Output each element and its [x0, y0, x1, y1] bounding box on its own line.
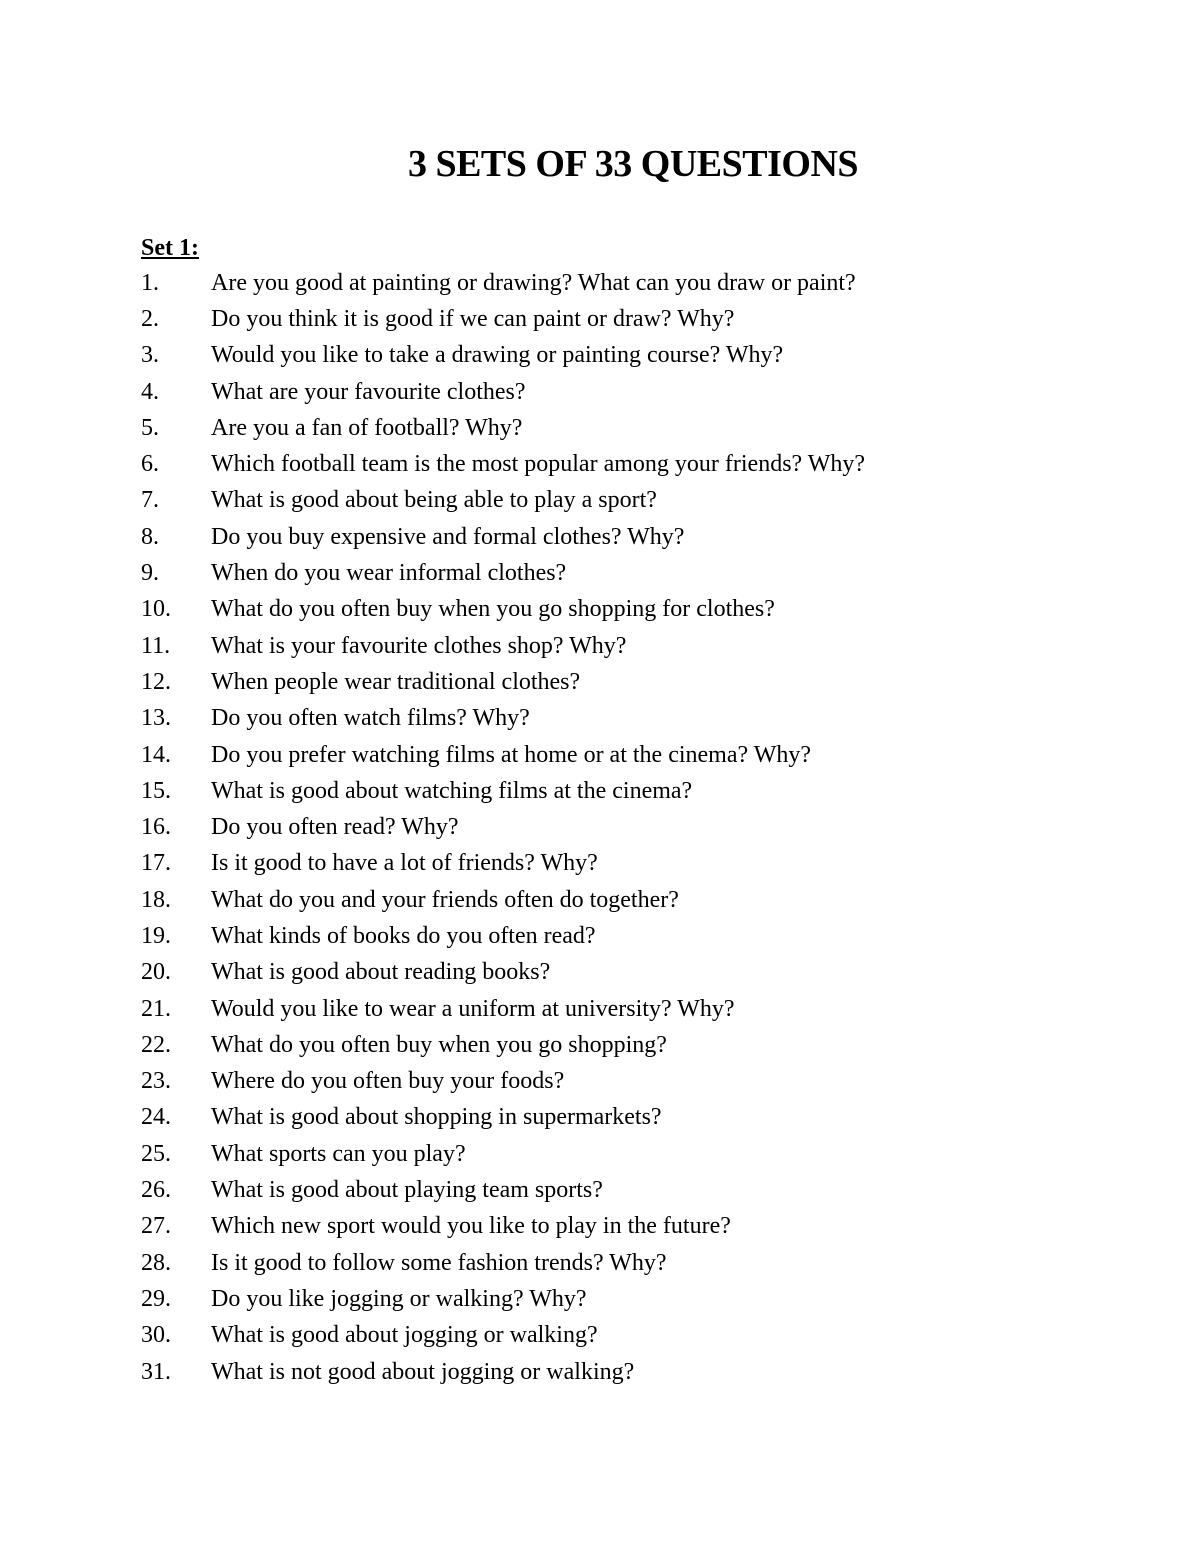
question-item	[141, 737, 1141, 773]
question-number: 25.	[141, 1140, 171, 1167]
question-text: What is your favourite clothes shop? Why?	[211, 632, 627, 659]
question-text: What do you and your friends often do together?	[211, 886, 679, 913]
set-heading: Set 1:	[141, 235, 199, 261]
question-number: 23.	[141, 1068, 171, 1095]
question-text: Would you like to wear a uniform at university? Why?	[211, 995, 735, 1022]
question-text: What kinds of books do you often read?	[211, 922, 596, 949]
question-item	[141, 991, 1141, 1027]
question-number: 10.	[141, 596, 171, 623]
question-text: When people wear traditional clothes?	[211, 668, 581, 695]
question-item	[141, 809, 1141, 845]
question-text: What is good about reading books?	[211, 959, 551, 986]
question-item	[141, 1027, 1141, 1063]
question-number: 21.	[141, 995, 171, 1022]
question-item	[141, 446, 1141, 482]
question-item	[141, 955, 1141, 991]
question-number: 31.	[141, 1358, 171, 1385]
question-item	[141, 555, 1141, 591]
question-item	[141, 918, 1141, 954]
question-number: 17.	[141, 850, 171, 877]
question-item	[141, 1209, 1141, 1245]
question-item	[141, 1064, 1141, 1100]
question-number: 22.	[141, 1031, 171, 1058]
question-number: 24.	[141, 1104, 171, 1131]
question-text: Do you buy expensive and formal clothes? Why?	[211, 523, 685, 550]
question-item	[141, 519, 1141, 555]
question-text: Which football team is the most popular among your friends? Why?	[211, 451, 866, 478]
question-text: Do you often watch films? Why?	[211, 705, 530, 732]
question-item	[141, 664, 1141, 700]
question-number: 30.	[141, 1322, 171, 1349]
question-item	[141, 592, 1141, 628]
question-text: Do you prefer watching films at home or at the cinema? Why?	[211, 741, 812, 768]
question-number: 13.	[141, 705, 171, 732]
question-item	[141, 338, 1141, 374]
question-number: 2.	[141, 305, 159, 332]
question-item	[141, 410, 1141, 446]
question-item	[141, 701, 1141, 737]
question-number: 9.	[141, 560, 159, 587]
question-text: What is good about being able to play a sport?	[211, 487, 657, 514]
question-text: Is it good to have a lot of friends? Why?	[211, 850, 598, 877]
question-number: 26.	[141, 1177, 171, 1204]
question-number: 29.	[141, 1285, 171, 1312]
question-number: 12.	[141, 668, 171, 695]
question-item	[141, 846, 1141, 882]
question-number: 11.	[141, 632, 171, 659]
question-text: What are your favourite clothes?	[211, 378, 526, 405]
question-number: 8.	[141, 523, 159, 550]
question-number: 15.	[141, 777, 171, 804]
question-item	[141, 483, 1141, 519]
question-text: What do you often buy when you go shopping for clothes?	[211, 596, 775, 623]
question-item	[141, 301, 1141, 337]
question-text: Are you good at painting or drawing? What can you draw or paint?	[211, 269, 856, 296]
question-text: Where do you often buy your foods?	[211, 1068, 565, 1095]
question-number: 27.	[141, 1213, 171, 1240]
question-text: Is it good to follow some fashion trends? Why?	[211, 1249, 667, 1276]
question-item	[141, 374, 1141, 410]
question-item	[141, 1318, 1141, 1354]
question-item	[141, 773, 1141, 809]
question-number: 28.	[141, 1249, 171, 1276]
question-number: 14.	[141, 741, 171, 768]
question-number: 6.	[141, 451, 159, 478]
question-text: Which new sport would you like to play in the future?	[211, 1213, 731, 1240]
question-list	[141, 265, 1141, 1390]
page-title: 3 SETS OF 33 QUESTIONS	[407, 143, 859, 185]
question-item	[141, 1354, 1141, 1390]
question-text: What sports can you play?	[211, 1140, 466, 1167]
question-item	[141, 1172, 1141, 1208]
question-text: What is good about shopping in supermarkets?	[211, 1104, 662, 1131]
question-text: What is good about playing team sports?	[211, 1177, 603, 1204]
question-number: 20.	[141, 959, 171, 986]
question-number: 1.	[141, 269, 159, 296]
question-text: Would you like to take a drawing or painting course? Why?	[211, 342, 784, 369]
question-number: 19.	[141, 922, 171, 949]
question-text: What is good about watching films at the cinema?	[211, 777, 693, 804]
question-number: 3.	[141, 342, 159, 369]
question-item	[141, 628, 1141, 664]
question-item	[141, 265, 1141, 301]
question-text: What is not good about jogging or walking?	[211, 1358, 635, 1385]
question-number: 7.	[141, 487, 159, 514]
question-text: Do you think it is good if we can paint or draw? Why?	[211, 305, 735, 332]
question-number: 18.	[141, 886, 171, 913]
question-text: What do you often buy when you go shopping?	[211, 1031, 667, 1058]
question-text: Do you often read? Why?	[211, 814, 459, 841]
question-text: Are you a fan of football? Why?	[211, 414, 523, 441]
question-text: Do you like jogging or walking? Why?	[211, 1285, 587, 1312]
question-item	[141, 882, 1141, 918]
question-number: 5.	[141, 414, 159, 441]
question-item	[141, 1281, 1141, 1317]
question-number: 4.	[141, 378, 159, 405]
question-item	[141, 1100, 1141, 1136]
question-text: When do you wear informal clothes?	[211, 560, 567, 587]
question-item	[141, 1245, 1141, 1281]
question-item	[141, 1136, 1141, 1172]
question-number: 16.	[141, 814, 171, 841]
question-text: What is good about jogging or walking?	[211, 1322, 598, 1349]
